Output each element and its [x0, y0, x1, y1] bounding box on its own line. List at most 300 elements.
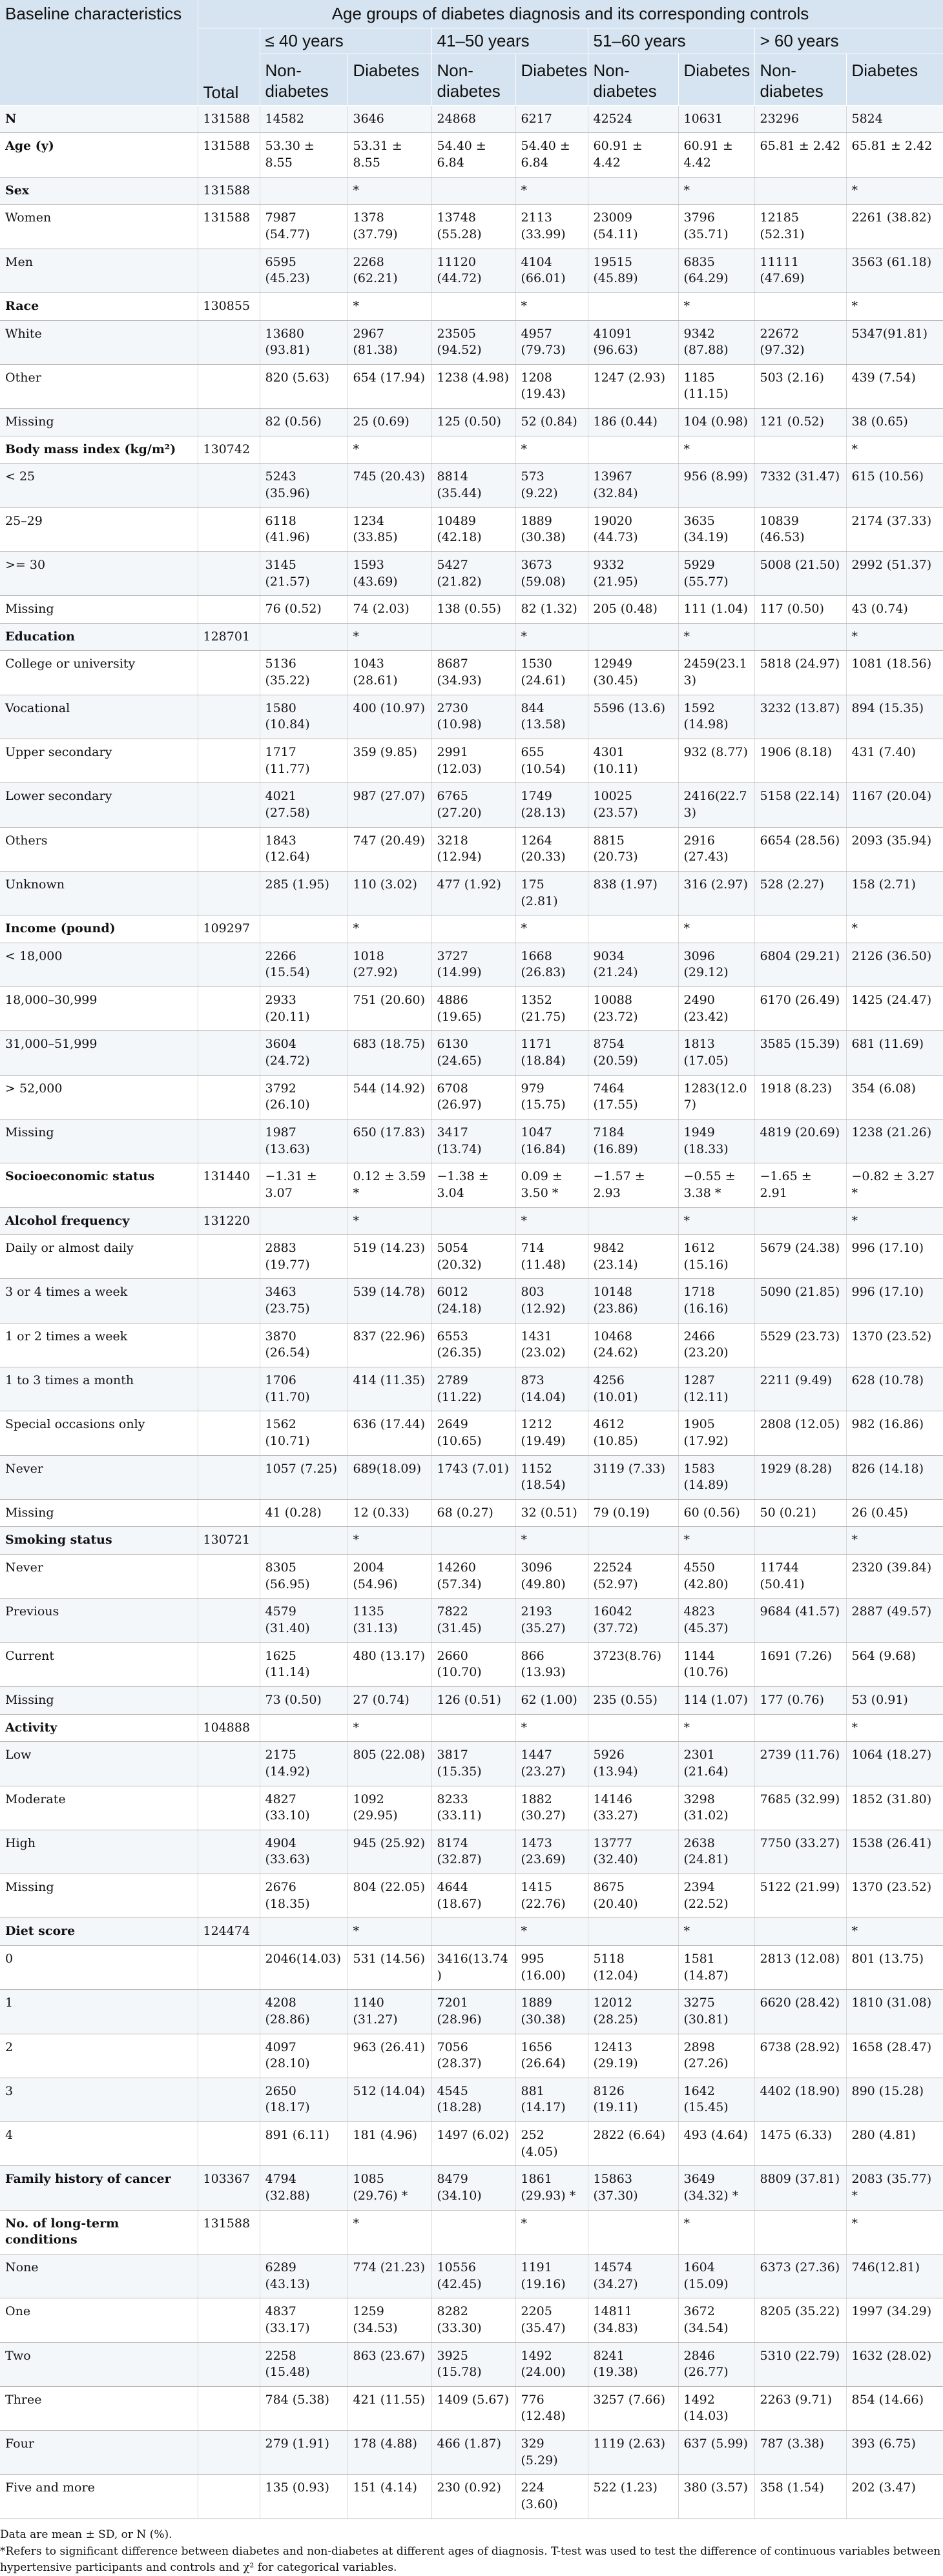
table-row: [0, 915, 943, 943]
table-cell: 2205 (35.47): [515, 2298, 588, 2342]
table-cell: 8174 (32.87): [431, 1830, 515, 1874]
table-cell: 6620 (28.42): [754, 1990, 846, 2034]
table-cell: 5310 (22.79): [754, 2342, 846, 2386]
table-cell: [198, 320, 260, 364]
table-row: [0, 2431, 943, 2475]
table-cell: 1057 (7.25): [260, 1455, 347, 1499]
table-row: [0, 1874, 943, 1918]
row-label: Smoking status: [0, 1527, 198, 1555]
table-cell: 130742: [198, 436, 260, 464]
table-cell: 52 (0.84): [515, 409, 588, 436]
table-cell: 1581 (14.87): [678, 1946, 754, 1990]
table-cell: 10489 (42.18): [431, 507, 515, 551]
table-cell: 3672 (34.54): [678, 2298, 754, 2342]
table-cell: *: [347, 177, 431, 205]
table-cell: [198, 551, 260, 595]
row-label: None: [0, 2254, 198, 2298]
table-cell: 480 (13.17): [347, 1642, 431, 1686]
row-label: < 25: [0, 464, 198, 507]
table-cell: 6595 (45.23): [260, 249, 347, 292]
table-row: [0, 827, 943, 871]
table-cell: 8241 (19.38): [588, 2342, 678, 2386]
table-cell: 1370 (23.52): [846, 1874, 943, 1918]
table-cell: *: [678, 436, 754, 464]
table-cell: 1843 (12.64): [260, 827, 347, 871]
table-cell: 205 (0.48): [588, 596, 678, 624]
table-cell: *: [678, 1207, 754, 1235]
table-cell: [260, 623, 347, 651]
table-row: [0, 1918, 943, 1946]
table-cell: 10468 (24.62): [588, 1323, 678, 1367]
table-cell: 493 (4.64): [678, 2122, 754, 2166]
table-cell: 7464 (17.55): [588, 1075, 678, 1119]
table-cell: 38 (0.65): [846, 409, 943, 436]
table-cell: [198, 695, 260, 739]
table-cell: 60.91 ± 4.42: [678, 133, 754, 177]
table-cell: [198, 1119, 260, 1163]
table-row: [0, 1642, 943, 1686]
table-cell: 1889 (30.38): [515, 507, 588, 551]
row-label: Upper secondary: [0, 739, 198, 783]
table-cell: [260, 292, 347, 320]
table-row: [0, 133, 943, 177]
table-cell: 285 (1.95): [260, 871, 347, 915]
table-cell: *: [846, 1714, 943, 1742]
table-body: [0, 105, 943, 2519]
row-label: Income (pound): [0, 915, 198, 943]
table-cell: 1287 (12.11): [678, 1367, 754, 1411]
table-cell: *: [678, 1527, 754, 1555]
table-cell: 3218 (12.94): [431, 827, 515, 871]
row-label: Special occasions only: [0, 1411, 198, 1455]
table-cell: 945 (25.92): [347, 1830, 431, 1874]
table-cell: 359 (9.85): [347, 739, 431, 783]
table-cell: [431, 177, 515, 205]
table-cell: 3563 (61.18): [846, 249, 943, 292]
table-cell: 2730 (10.98): [431, 695, 515, 739]
table-cell: 400 (10.97): [347, 695, 431, 739]
table-cell: 79 (0.19): [588, 1499, 678, 1527]
table-cell: 1889 (30.38): [515, 1990, 588, 2034]
table-cell: 714 (11.48): [515, 1235, 588, 1279]
table-cell: 7056 (28.37): [431, 2034, 515, 2078]
table-cell: 2263 (9.71): [754, 2386, 846, 2430]
table-row: [0, 783, 943, 827]
table-cell: 12413 (29.19): [588, 2034, 678, 2078]
table-cell: 24868: [431, 105, 515, 133]
table-cell: 16042 (37.72): [588, 1599, 678, 1642]
table-cell: 2883 (19.77): [260, 1235, 347, 1279]
table-cell: 890 (15.28): [846, 2078, 943, 2121]
table-cell: 2992 (51.37): [846, 551, 943, 595]
row-label: No. of long-term conditions: [0, 2210, 198, 2254]
row-label: Vocational: [0, 695, 198, 739]
table-cell: 1592 (14.98): [678, 695, 754, 739]
table-cell: 1191 (19.16): [515, 2254, 588, 2298]
table-cell: *: [347, 1527, 431, 1555]
table-cell: 522 (1.23): [588, 2475, 678, 2519]
table-cell: 1562 (10.71): [260, 1411, 347, 1455]
table-cell: 8815 (20.73): [588, 827, 678, 871]
table-cell: 1283(12.07): [678, 1075, 754, 1119]
table-cell: 4823 (45.37): [678, 1599, 754, 1642]
table-row: [0, 1686, 943, 1714]
table-cell: 3817 (15.35): [431, 1742, 515, 1786]
table-cell: 6765 (27.20): [431, 783, 515, 827]
row-label: Missing: [0, 1686, 198, 1714]
table-row: [0, 2078, 943, 2121]
table-cell: 2887 (49.57): [846, 1599, 943, 1642]
table-cell: [198, 1990, 260, 2034]
table-row: [0, 1075, 943, 1119]
table-cell: 1352 (21.75): [515, 987, 588, 1031]
table-cell: 1538 (26.41): [846, 1830, 943, 1874]
table-cell: 3673 (59.08): [515, 551, 588, 595]
table-footnotes: [0, 2519, 943, 2576]
row-label: Alcohol frequency: [0, 1207, 198, 1235]
table-cell: 10025 (23.57): [588, 783, 678, 827]
table-cell: 10839 (46.53): [754, 507, 846, 551]
table-cell: 1987 (13.63): [260, 1119, 347, 1163]
table-cell: 1668 (26.83): [515, 943, 588, 986]
table-row: [0, 1411, 943, 1455]
table-cell: 126 (0.51): [431, 1686, 515, 1714]
table-cell: 4819 (20.69): [754, 1119, 846, 1163]
table-cell: *: [347, 2210, 431, 2254]
table-cell: 3925 (15.78): [431, 2342, 515, 2386]
table-cell: [198, 1323, 260, 1367]
table-cell: 224 (3.60): [515, 2475, 588, 2519]
table-cell: [260, 1918, 347, 1946]
age-group-header: ≤ 40 years: [260, 28, 431, 54]
table-row: [0, 871, 943, 915]
table-cell: 1492 (14.03): [678, 2386, 754, 2430]
table-cell: 358 (1.54): [754, 2475, 846, 2519]
table-cell: 7184 (16.89): [588, 1119, 678, 1163]
table-cell: 932 (8.77): [678, 739, 754, 783]
table-cell: 4301 (10.11): [588, 739, 678, 783]
table-cell: 4550 (42.80): [678, 1555, 754, 1599]
table-cell: 14574 (34.27): [588, 2254, 678, 2298]
table-cell: 1997 (34.29): [846, 2298, 943, 2342]
age-group-header: 51–60 years: [588, 28, 754, 54]
footnote: *Refers to significant difference between diabetes and non-diabetes at different ages of diagnosis. T-test was used to test the difference of continuous variables between hypertensive participants and controls and χ² for categorical variables.: [0, 2545, 941, 2574]
table-row: [0, 1323, 943, 1367]
table-cell: −1.31 ± 3.07: [260, 1163, 347, 1207]
table-cell: 2933 (20.11): [260, 987, 347, 1031]
table-row: [0, 436, 943, 464]
table-cell: *: [846, 292, 943, 320]
table-cell: 4827 (33.10): [260, 1786, 347, 1830]
table-cell: [198, 409, 260, 436]
table-cell: 683 (18.75): [347, 1031, 431, 1075]
table-cell: [198, 783, 260, 827]
table-cell: [260, 177, 347, 205]
diabetes-header: Diabetes: [678, 54, 754, 105]
row-label: Three: [0, 2386, 198, 2430]
table-cell: 128701: [198, 623, 260, 651]
table-cell: 3417 (13.74): [431, 1119, 515, 1163]
table-cell: 114 (1.07): [678, 1686, 754, 1714]
table-cell: 1447 (23.27): [515, 1742, 588, 1786]
table-cell: *: [347, 1207, 431, 1235]
table-cell: 7750 (33.27): [754, 1830, 846, 1874]
table-row: [0, 2298, 943, 2342]
table-cell: 3257 (7.66): [588, 2386, 678, 2430]
table-cell: 6708 (26.97): [431, 1075, 515, 1119]
footnote: Data are mean ± SD, or N (%).: [0, 2528, 172, 2541]
row-label: Others: [0, 827, 198, 871]
table-cell: 8282 (33.30): [431, 2298, 515, 2342]
table-cell: 12 (0.33): [347, 1499, 431, 1527]
table-row: [0, 1235, 943, 1279]
row-label: High: [0, 1830, 198, 1874]
table-cell: 820 (5.63): [260, 364, 347, 408]
table-cell: 5243 (35.96): [260, 464, 347, 507]
table-cell: 655 (10.54): [515, 739, 588, 783]
table-cell: 9034 (21.24): [588, 943, 678, 986]
table-cell: 7685 (32.99): [754, 1786, 846, 1830]
table-cell: 130855: [198, 292, 260, 320]
table-cell: 54.40 ± 6.84: [515, 133, 588, 177]
table-cell: 109297: [198, 915, 260, 943]
table-cell: 6804 (29.21): [754, 943, 846, 986]
table-cell: [431, 292, 515, 320]
table-cell: 2193 (35.27): [515, 1599, 588, 1642]
table-cell: 175 (2.81): [515, 871, 588, 915]
row-label: >= 30: [0, 551, 198, 595]
table-cell: 2046(14.03): [260, 1946, 347, 1990]
row-label: Missing: [0, 1119, 198, 1163]
table-cell: 2650 (18.17): [260, 2078, 347, 2121]
table-cell: *: [347, 436, 431, 464]
table-cell: *: [846, 436, 943, 464]
table-row: [0, 409, 943, 436]
table-cell: 854 (14.66): [846, 2386, 943, 2430]
age-group-header: > 60 years: [754, 28, 943, 54]
table-cell: 956 (8.99): [678, 464, 754, 507]
table-cell: [260, 436, 347, 464]
table-cell: *: [846, 1207, 943, 1235]
table-cell: 1171 (18.84): [515, 1031, 588, 1075]
table-cell: 1852 (31.80): [846, 1786, 943, 1830]
table-cell: 3119 (7.33): [588, 1455, 678, 1499]
table-cell: 431 (7.40): [846, 739, 943, 783]
table-cell: 1861 (29.93) *: [515, 2166, 588, 2210]
table-cell: 1475 (6.33): [754, 2122, 846, 2166]
row-label: 2: [0, 2034, 198, 2078]
table-cell: [198, 1411, 260, 1455]
table-cell: 7987 (54.77): [260, 205, 347, 249]
non-diabetes-header: Non-diabetes: [588, 54, 678, 105]
table-cell: 1497 (6.02): [431, 2122, 515, 2166]
table-cell: [198, 1499, 260, 1527]
row-label: 1: [0, 1990, 198, 2034]
table-cell: 8205 (35.22): [754, 2298, 846, 2342]
table-cell: *: [678, 1714, 754, 1742]
row-label: Body mass index (kg/m²): [0, 436, 198, 464]
row-label: Race: [0, 292, 198, 320]
table-cell: [754, 1207, 846, 1235]
table-cell: 22524 (52.97): [588, 1555, 678, 1599]
table-cell: *: [678, 2210, 754, 2254]
row-label: Women: [0, 205, 198, 249]
table-cell: 963 (26.41): [347, 2034, 431, 2078]
table-cell: 837 (22.96): [347, 1323, 431, 1367]
table-cell: 3870 (26.54): [260, 1323, 347, 1367]
table-cell: 573 (9.22): [515, 464, 588, 507]
row-label: White: [0, 320, 198, 364]
table-cell: *: [846, 2210, 943, 2254]
row-label: Education: [0, 623, 198, 651]
table-row: [0, 2475, 943, 2519]
row-label: Other: [0, 364, 198, 408]
table-cell: 2898 (27.26): [678, 2034, 754, 2078]
table-row: [0, 105, 943, 133]
table-cell: 131588: [198, 105, 260, 133]
table-cell: 3792 (26.10): [260, 1075, 347, 1119]
table-cell: [198, 2298, 260, 2342]
table-cell: *: [515, 436, 588, 464]
table-cell: 745 (20.43): [347, 464, 431, 507]
row-label: Lower secondary: [0, 783, 198, 827]
table-cell: 3604 (24.72): [260, 1031, 347, 1075]
table-row: [0, 943, 943, 986]
row-label: Unknown: [0, 871, 198, 915]
table-row: [0, 987, 943, 1031]
table-cell: 1918 (8.23): [754, 1075, 846, 1119]
table-cell: 12185 (52.31): [754, 205, 846, 249]
table-cell: 230 (0.92): [431, 2475, 515, 2519]
table-cell: 995 (16.00): [515, 1946, 588, 1990]
table-cell: 544 (14.92): [347, 1075, 431, 1119]
table-cell: [588, 623, 678, 651]
table-cell: 3145 (21.57): [260, 551, 347, 595]
table-cell: *: [515, 1207, 588, 1235]
table-cell: 43 (0.74): [846, 596, 943, 624]
table-row: [0, 1279, 943, 1323]
row-label: Four: [0, 2431, 198, 2475]
table-row: [0, 464, 943, 507]
table-cell: 1810 (31.08): [846, 1990, 943, 2034]
table-cell: 5158 (22.14): [754, 783, 846, 827]
table-cell: 650 (17.83): [347, 1119, 431, 1163]
table-cell: 784 (5.38): [260, 2386, 347, 2430]
table-cell: [198, 2254, 260, 2298]
table-cell: 5054 (20.32): [431, 1235, 515, 1279]
table-cell: 3646: [347, 105, 431, 133]
table-cell: 393 (6.75): [846, 2431, 943, 2475]
table-cell: 1085 (29.76) *: [347, 2166, 431, 2210]
table-cell: 60 (0.56): [678, 1499, 754, 1527]
table-cell: 531 (14.56): [347, 1946, 431, 1990]
table-cell: 15863 (37.30): [588, 2166, 678, 2210]
table-cell: 9684 (41.57): [754, 1599, 846, 1642]
table-row: [0, 651, 943, 695]
table-cell: 6217: [515, 105, 588, 133]
table-cell: 3723(8.76): [588, 1642, 678, 1686]
table-cell: 130721: [198, 1527, 260, 1555]
baseline-characteristics-header: Baseline characteristics: [0, 0, 198, 105]
table-cell: 503 (2.16): [754, 364, 846, 408]
table-cell: *: [347, 1918, 431, 1946]
table-cell: 110 (3.02): [347, 871, 431, 915]
table-cell: 1642 (15.45): [678, 2078, 754, 2121]
table-cell: [198, 987, 260, 1031]
table-cell: *: [515, 292, 588, 320]
row-label: One: [0, 2298, 198, 2342]
table-cell: 13777 (32.40): [588, 1830, 678, 1874]
table-cell: *: [347, 292, 431, 320]
non-diabetes-header: Non-diabetes: [260, 54, 347, 105]
table-cell: 6654 (28.56): [754, 827, 846, 871]
table-cell: 279 (1.91): [260, 2431, 347, 2475]
table-cell: 982 (16.86): [846, 1411, 943, 1455]
table-cell: [260, 1527, 347, 1555]
table-cell: 6835 (64.29): [678, 249, 754, 292]
table-cell: 1140 (31.27): [347, 1990, 431, 2034]
table-cell: 131588: [198, 177, 260, 205]
table-cell: 5090 (21.85): [754, 1279, 846, 1323]
table-cell: 2113 (33.99): [515, 205, 588, 249]
table-cell: 1580 (10.84): [260, 695, 347, 739]
row-label: 25–29: [0, 507, 198, 551]
table-cell: *: [515, 623, 588, 651]
table-cell: 1625 (11.14): [260, 1642, 347, 1686]
table-cell: 774 (21.23): [347, 2254, 431, 2298]
table-cell: 681 (11.69): [846, 1031, 943, 1075]
table-row: [0, 364, 943, 408]
row-label: 31,000–51,999: [0, 1031, 198, 1075]
table-cell: 979 (15.75): [515, 1075, 588, 1119]
table-cell: *: [846, 1918, 943, 1946]
row-label: Never: [0, 1555, 198, 1599]
non-diabetes-header: Non-diabetes: [754, 54, 846, 105]
row-label: Missing: [0, 1499, 198, 1527]
table-cell: 891 (6.11): [260, 2122, 347, 2166]
table-cell: *: [846, 915, 943, 943]
table-cell: 235 (0.55): [588, 1686, 678, 1714]
table-cell: 2004 (54.96): [347, 1555, 431, 1599]
table-row: [0, 739, 943, 783]
table-cell: 2268 (62.21): [347, 249, 431, 292]
table-cell: [588, 177, 678, 205]
table-cell: 863 (23.67): [347, 2342, 431, 2386]
table-cell: 519 (14.23): [347, 1235, 431, 1279]
table-cell: 111 (1.04): [678, 596, 754, 624]
table-cell: 996 (17.10): [846, 1279, 943, 1323]
table-cell: [198, 596, 260, 624]
diabetes-header: Diabetes: [515, 54, 588, 105]
row-label: 18,000–30,999: [0, 987, 198, 1031]
table-cell: −1.57 ± 2.93: [588, 1163, 678, 1207]
table-cell: [198, 1642, 260, 1686]
table-row: [0, 2166, 943, 2210]
table-cell: 1813 (17.05): [678, 1031, 754, 1075]
table-cell: 6170 (26.49): [754, 987, 846, 1031]
table-cell: 50 (0.21): [754, 1499, 846, 1527]
table-cell: −1.38 ± 3.04: [431, 1163, 515, 1207]
table-cell: 1152 (18.54): [515, 1455, 588, 1499]
table-cell: 8233 (33.11): [431, 1786, 515, 1830]
table-cell: 22672 (97.32): [754, 320, 846, 364]
table-cell: [431, 1714, 515, 1742]
row-label: Missing: [0, 1874, 198, 1918]
table-cell: 1425 (24.47): [846, 987, 943, 1031]
table-cell: 53 (0.91): [846, 1686, 943, 1714]
table-cell: *: [347, 915, 431, 943]
table-cell: 4208 (28.86): [260, 1990, 347, 2034]
